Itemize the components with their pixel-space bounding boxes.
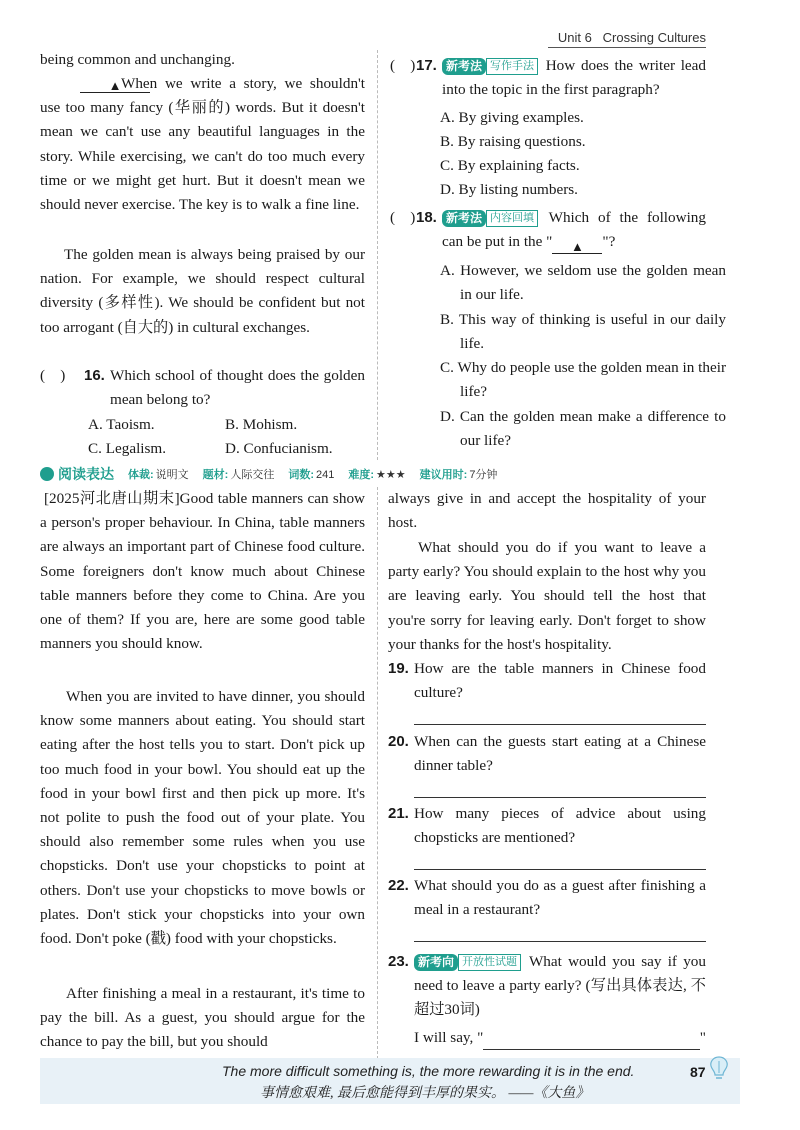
genre-value: 说明文 [155, 469, 189, 481]
q18-tag: 内容回填 [486, 210, 538, 227]
q17-answer-slot[interactable]: ( ) [390, 57, 416, 74]
q18-new-method-badge: 新考法 [442, 210, 486, 227]
word-count-meta [288, 466, 334, 482]
q22-number: 22. [388, 877, 409, 894]
q19-number: 19. [388, 660, 409, 677]
book-icon [40, 467, 54, 481]
genre-label: 体裁: [128, 469, 154, 481]
q18-option-a[interactable]: A. However, we seldom use the golden mean in our life. [440, 262, 726, 304]
q18-option-b[interactable]: B. This way of thinking is useful in our daily life. [440, 311, 726, 353]
q21-number: 21. [388, 805, 409, 822]
q16-number: 16. [84, 367, 105, 384]
column-divider-bottom [377, 487, 378, 1059]
question-19 [388, 657, 706, 705]
paragraph-story-text: When we write a story, we shouldn't use too many fancy (华丽的) words. But it doesn't mean we can't use any beautiful languages in the story. While exercising, we can't do too much every time or we might get hurt. But it doesn't mean we should never exercise. The key is to walk a fine line. [40, 75, 365, 214]
difficulty-meta [348, 466, 405, 482]
difficulty-label: 难度: [348, 469, 375, 481]
q17-option-a[interactable]: A. By giving examples. [440, 109, 584, 126]
reading-section-title [40, 464, 114, 484]
q18-stem-b: "? [602, 233, 616, 251]
q22-text: What should you do as a guest after finishing a meal in a restaurant? [414, 877, 706, 919]
q21-text: How many pieces of advice about using chopsticks are mentioned? [414, 805, 706, 847]
question-22 [388, 874, 706, 922]
reading-title-text: 阅读表达 [58, 466, 114, 482]
footer-quote-en: The more difficult something is, the more rewarding it is in the end. [222, 1063, 635, 1079]
question-23 [388, 950, 706, 1023]
blank-mark: ▲ [80, 74, 150, 93]
passage-paragraph-1 [40, 487, 365, 656]
question-18 [390, 206, 706, 254]
paragraph-story [40, 72, 365, 217]
q19-answer-line[interactable] [414, 724, 706, 725]
passage-paragraph-3b: always give in and accept the hospitality of your host. [388, 490, 706, 532]
q20-text: When can the guests start eating at a Chinese dinner table? [414, 733, 706, 775]
reading-info-bar [40, 463, 706, 485]
lightbulb-icon [708, 1055, 730, 1081]
q16-option-c[interactable]: C. Legalism. [88, 440, 167, 457]
q20-number: 20. [388, 733, 409, 750]
q17-option-b[interactable]: B. By raising questions. [440, 133, 586, 150]
unit-title: Crossing Cultures [602, 30, 706, 45]
passage-end-line: being common and unchanging. [40, 51, 235, 68]
q16-stem: Which school of thought does the golden mean belong to? [110, 367, 365, 409]
word-count-value: 241 [316, 469, 335, 481]
q18-stem-a: Which of the following can be put in the " [442, 209, 706, 251]
genre-meta [128, 466, 189, 482]
q16-option-d[interactable]: D. Confucianism. [225, 440, 333, 457]
topic-label: 题材: [202, 469, 229, 481]
passage-paragraph-3a: After finishing a meal in a restaurant, it's time to pay the bill. As a guest, you should argue for the chance to pay the bill, but you should [40, 985, 365, 1051]
time-label: 建议用时: [419, 469, 468, 481]
q16-option-a[interactable]: A. Taoism. [88, 416, 155, 433]
q18-number: 18. [416, 209, 437, 226]
topic-meta [203, 466, 275, 482]
passage-p1-text: Good table manners can show a person's proper behaviour. In China, table manners are always an important part of Chinese food culture. Some foreigners don't know much about Chinese table manners before they come to China. Are you one of them? If you are, here are some good table manners you should know. [40, 490, 366, 653]
time-value: 7分钟 [469, 469, 498, 481]
footer-quote-zh: 事情愈艰难, 最后愈能得到丰厚的果实。 ——《大鱼》 [260, 1086, 590, 1101]
q18-option-c[interactable]: C. Why do people use the golden mean in their life? [440, 359, 726, 401]
q20-answer-line[interactable] [414, 797, 706, 798]
passage-source: [2025河北唐山期末] [44, 490, 180, 507]
paragraph-golden-mean: The golden mean is always being praised by our nation. For example, we should respect cultural diversity (多样性). We should be confident but not too arrogant (自大的) in cultural exchanges. [40, 246, 365, 336]
q22-answer-line[interactable] [414, 941, 706, 942]
question-21 [388, 802, 706, 850]
question-17 [390, 54, 706, 102]
unit-label: Unit 6 [557, 30, 592, 45]
question-16 [40, 364, 365, 412]
q23-answer-suffix: " [699, 1029, 706, 1046]
passage-paragraph-2: When you are invited to have dinner, you should know some manners about eating. You should start eating after the host tells you to start. Don't pick up too much food in your bowl. You should eat up the food in your bowl first and then pick up more. It's not polite to push the food out of your plate. You should also remember some rules when you use chopsticks. Don't use your chopsticks to point at others. Don't use your chopsticks to move bowls or plates. Don't stick your chopsticks into your own food. Don't poke (戳) food with your chopsticks. [40, 688, 365, 948]
q18-blank-mark: ▲ [570, 239, 584, 255]
q18-option-d[interactable]: D. Can the golden mean make a difference to our life? [440, 408, 726, 450]
question-20 [388, 730, 706, 778]
q23-answer [414, 1026, 706, 1050]
q17-tag: 写作手法 [486, 58, 538, 75]
q23-number: 23. [388, 953, 409, 970]
q16-option-b[interactable]: B. Mohism. [225, 416, 298, 433]
q17-new-method-badge: 新考法 [442, 58, 486, 75]
q16-answer-slot[interactable]: ( ) [40, 367, 66, 384]
difficulty-stars: ★★★ [376, 469, 406, 481]
q18-blank [552, 235, 602, 254]
passage-paragraph-4: What should you do if you want to leave a party early? You should explain to the host why you are leaving early. You should tell the host that you're sorry for leaving early. Don't forget to show your thanks for the host's hospitality. [388, 539, 706, 653]
topic-value: 人际交往 [230, 469, 275, 481]
q17-number: 17. [416, 57, 437, 74]
q23-text: What would you say if you need to leave a party early? (写出具体表达, 不超过30词) [414, 953, 706, 1019]
page-number: 87 [690, 1064, 706, 1080]
q17-option-c[interactable]: C. By explaining facts. [440, 157, 580, 174]
q19-text: How are the table manners in Chinese food culture? [414, 660, 706, 702]
header-rule [548, 47, 706, 48]
column-divider-top [377, 50, 378, 460]
time-meta [420, 466, 498, 482]
q18-answer-slot[interactable]: ( ) [390, 209, 416, 226]
running-header [558, 30, 706, 45]
word-count-label: 词数: [288, 469, 315, 481]
q21-answer-line[interactable] [414, 869, 706, 870]
q23-tag: 开放性试题 [458, 954, 521, 971]
q17-option-d[interactable]: D. By listing numbers. [440, 181, 578, 198]
q17-stem: How does the writer lead into the topic in the first paragraph? [442, 57, 706, 99]
q23-answer-prefix: I will say, " [414, 1029, 484, 1046]
q23-new-direction-badge: 新考向 [414, 954, 458, 971]
q23-answer-line[interactable] [483, 1031, 699, 1050]
